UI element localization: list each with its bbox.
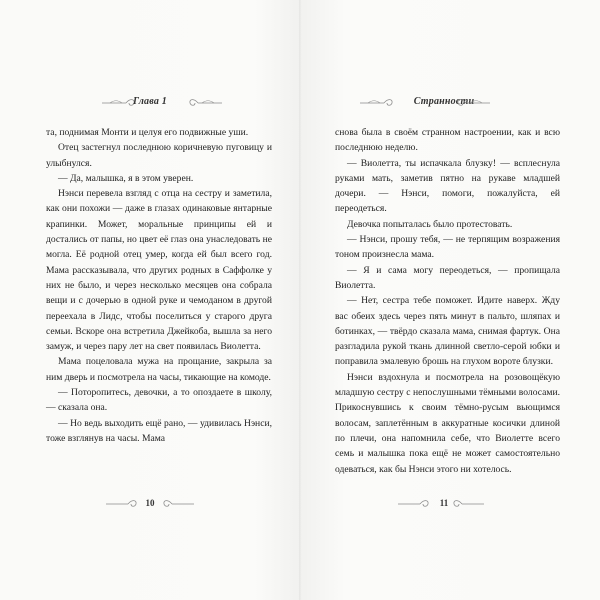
paragraph: снова была в своём странном настроении, как и всю последнюю неделю. <box>335 127 560 154</box>
paragraph: — Нет, сестра тебе поможет. Идите наверх. Жду вас обеих здесь через пять минут в пальто, шляпах и ботинках, — твёрдо сказала мама, снимая фартук. Она разгладила рукой ткань длинной светло-серой юбки и поправила эмалевую брошь на глухом вороте блузки. <box>335 295 560 368</box>
right-footer-ornament-icon <box>160 497 196 511</box>
book-gutter <box>299 0 301 600</box>
running-title: Странности <box>413 96 475 107</box>
paragraph: Отец застегнул последнюю коричневую пуговицу и улыбнулся. <box>46 142 272 169</box>
paragraph: — Да, малышка, я в этом уверен. <box>58 172 194 184</box>
paragraph: Девочка попыталась было протестовать. <box>347 218 513 230</box>
left-body-text <box>46 125 272 446</box>
chapter-title: Глава 1 <box>133 96 167 107</box>
right-page-footer <box>300 497 600 513</box>
right-running-header <box>300 96 600 116</box>
paragraph: — Поторопитесь, девочки, а то опоздаете в школу, — сказала она. <box>46 387 272 414</box>
page-number: 11 <box>439 498 449 508</box>
paragraph: Мама поцеловала мужа на прощание, закрыла за ним дверь и посмотрела на часы, тикающие на комоде. <box>46 356 272 383</box>
right-footer-ornament-icon <box>450 497 486 511</box>
right-header-ornament-icon <box>454 96 492 110</box>
paragraph: — Но ведь выходить ещё рано, — удивилась Нэнси, тоже взглянув на часы. Мама <box>46 417 272 444</box>
paragraph: та, поднимая Монти и целуя его подвижные уши. <box>46 127 249 138</box>
right-header-ornament-icon <box>186 96 224 110</box>
left-page-footer <box>0 497 300 513</box>
paragraph: Нэнси перевела взгляд с отца на сестру и заметила, как они похожи — даже в глазах одинаковые янтарные крапинки. Может, моральные принципы ей и достались от папы, но цвет её глаз она унаследовать не могла. Её родной отец умер, когда ей был всего год. Мама рассказывала, что других родных в Саффолке у них не было, и через несколько месяцев она собрала вещи и с дочерью в одной руке и чемоданом в другой переехала в Лидс, чтобы поселиться у старого друга семьи. Вскоре она встретила Джейкоба, вышла за него замуж, и через пару лет на свет появилась Виолетта. <box>46 188 272 353</box>
left-running-header <box>0 96 300 116</box>
paragraph: — Я и сама могу переодеться, — пропищала Виолетта. <box>335 264 560 291</box>
right-body-text <box>335 125 560 477</box>
page-number: 10 <box>145 498 155 508</box>
paragraph: Нэнси вздохнула и посмотрела на розовощёкую младшую сестру с непослушными тёмными волосами. Прикоснувшись к своим тёмно-русым вьющимся волосам, заплетённым в аккуратные косички длиной по плечи, она напомнила себе, что Виолетте всего семь и малышка пока ещё не может самостоятельно одеваться, как бы Нэнси этого ни хотелось. <box>335 371 560 475</box>
paragraph: — Виолетта, ты испачкала блузку! — всплеснула руками мать, заметив пятно на рукаве младшей дочери. — Нэнси, помоги, пожалуйста, ей переодеться. <box>335 157 560 215</box>
paragraph: — Нэнси, прошу тебя, — не терпящим возражения тоном произнесла мама. <box>335 234 560 261</box>
